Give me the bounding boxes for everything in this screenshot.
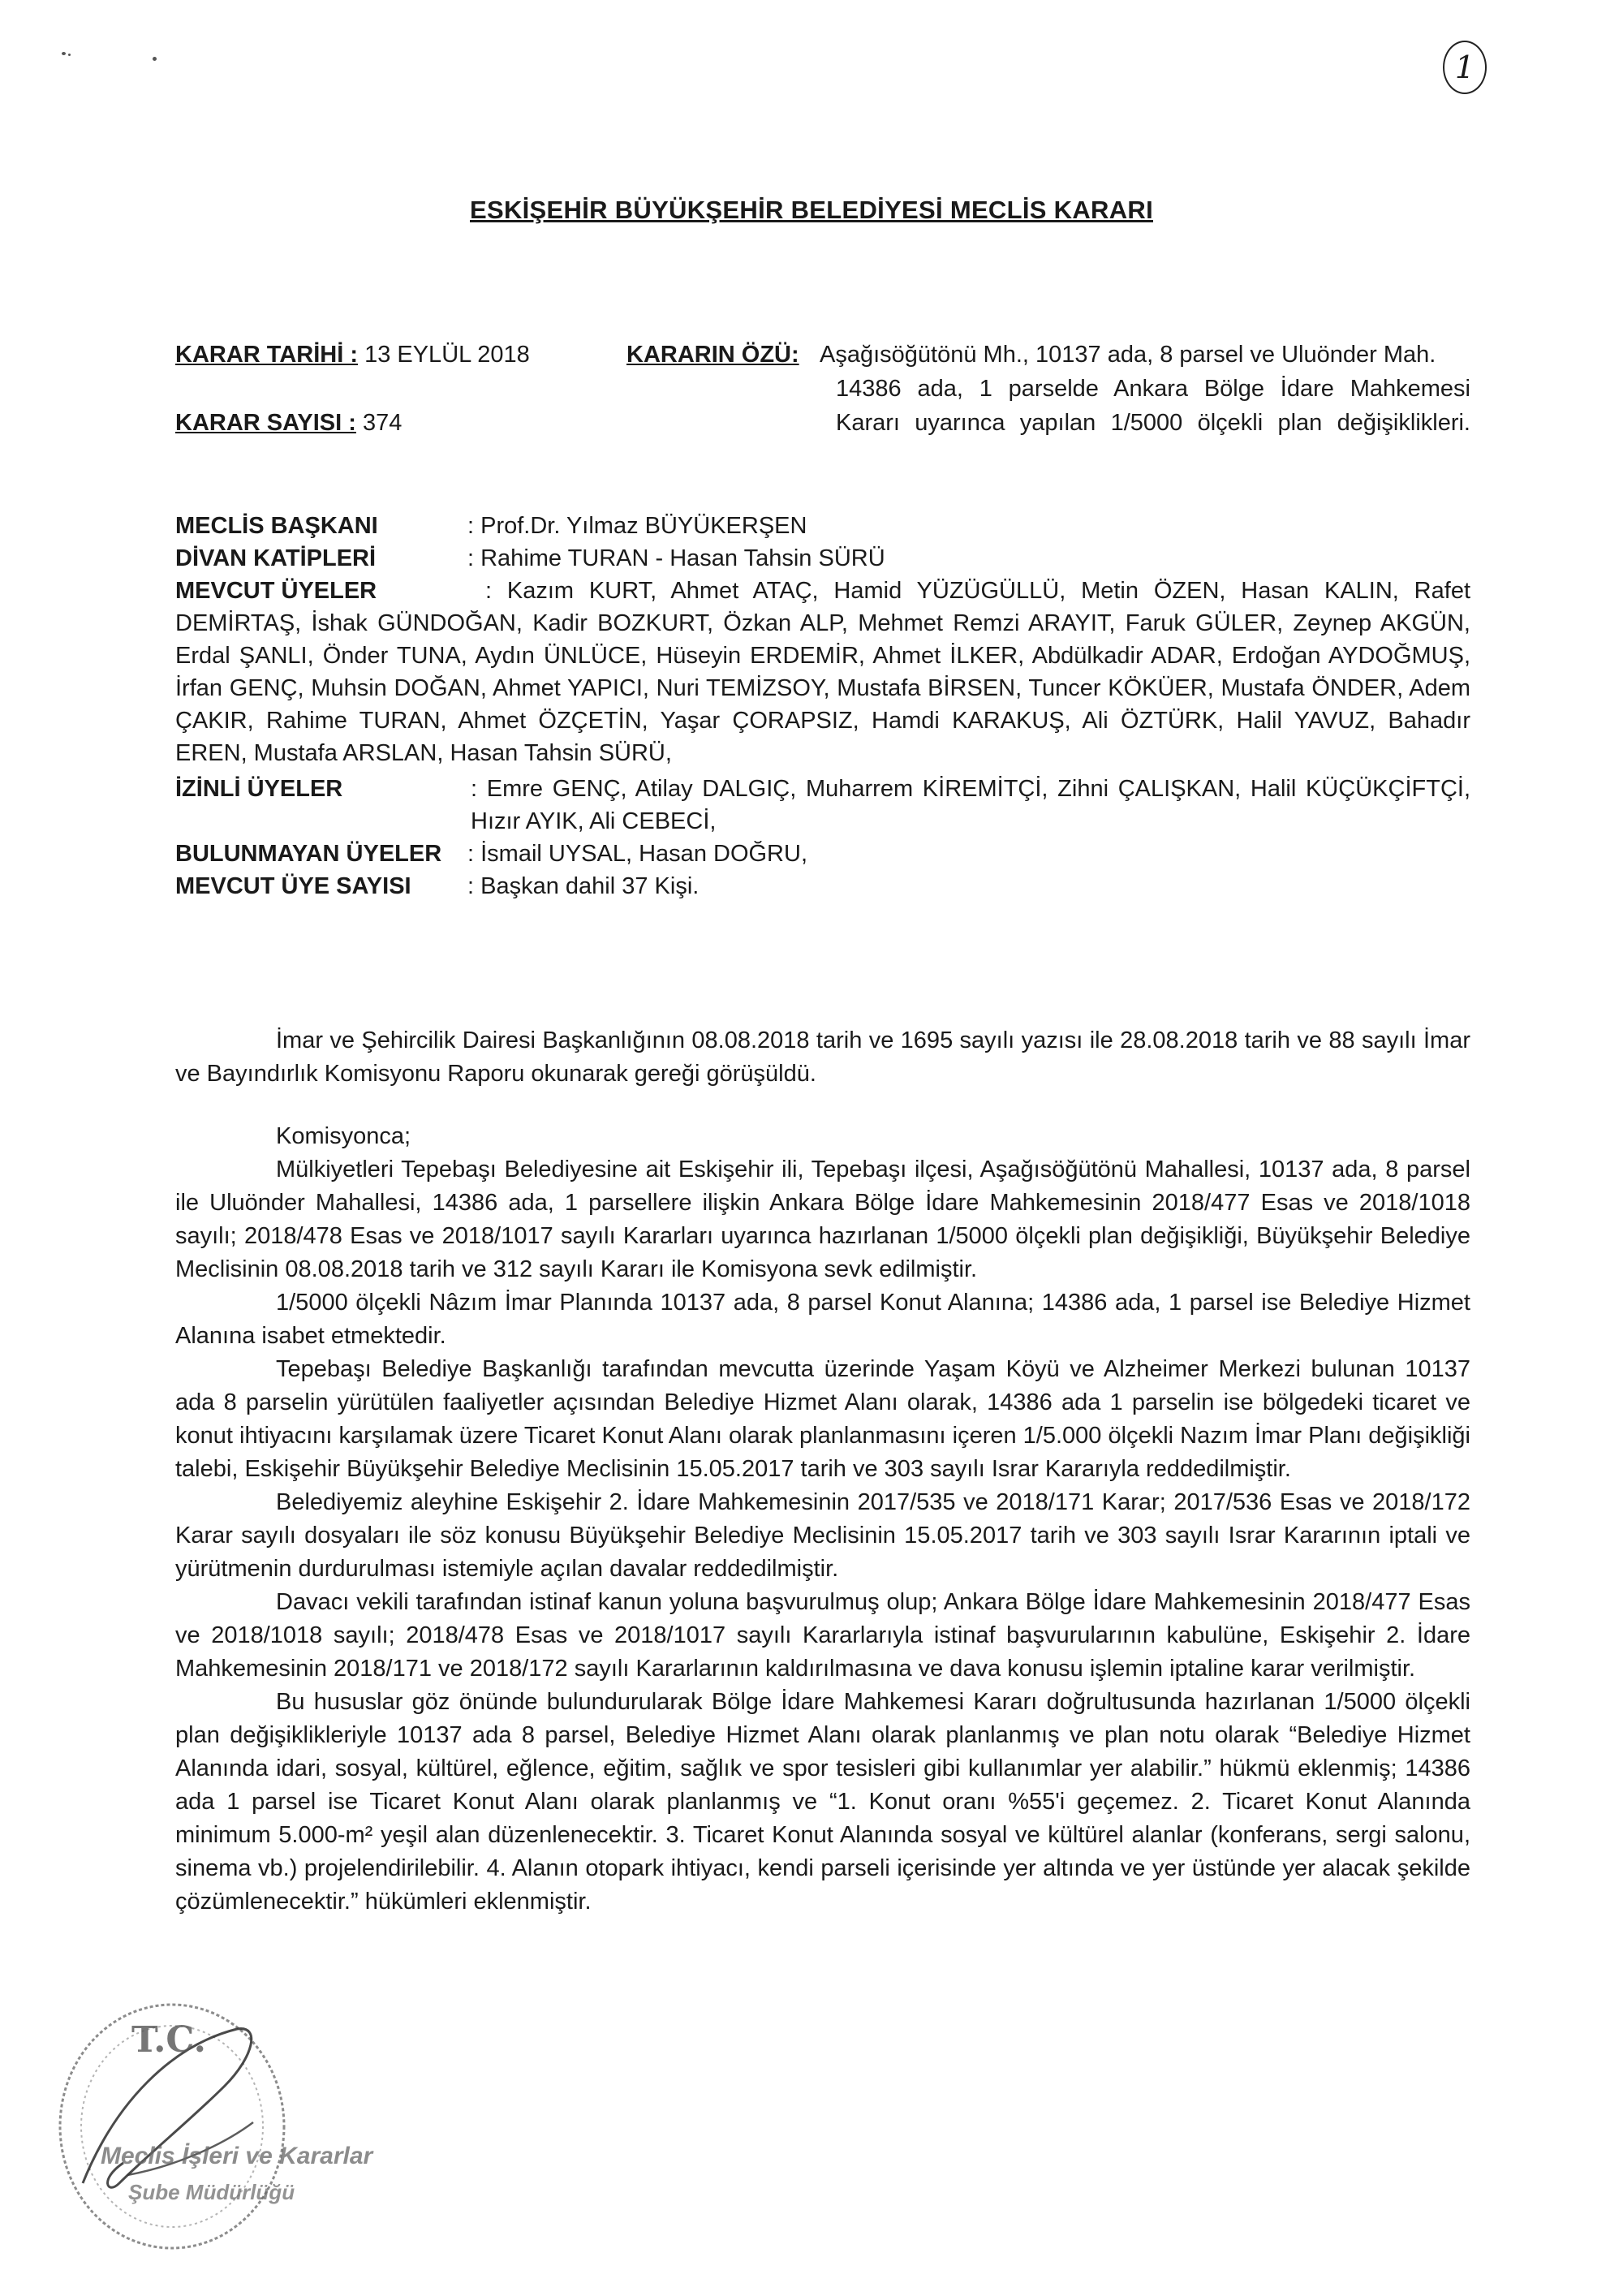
mevcut-uyeler-row: [175, 575, 1470, 607]
intro-paragraph: İmar ve Şehircilik Dairesi Başkanlığının 08.08.2018 tarih ve 1695 sayılı yazısı ile 28.08.2018 tarih ve 88 sayılı İmar ve Bayındırlık Komisyonu Raporu okunarak gereği görüşüldü.: [175, 1027, 1470, 1087]
divan-katipleri-value: : Rahime TURAN - Hasan Tahsin SÜRÜ: [467, 545, 885, 571]
meclis-baskani-value: : Prof.Dr. Yılmaz BÜYÜKERŞEN: [467, 513, 807, 539]
karar-ozu-line-1: Aşağısöğütönü Mh., 10137 ada, 8 parsel ve Uluönder Mah.: [820, 342, 1436, 368]
izinli-uyeler-row: [175, 773, 1470, 838]
izinli-uyeler-value: : Emre GENÇ, Atilay DALGIÇ, Muharrem KİREMİTÇİ, Zihni ÇALIŞKAN, Halil KÜÇÜKÇİFTÇİ, Hızır AYIK, Ali CEBECİ,: [471, 776, 1470, 834]
karar-ozu-label: [626, 338, 799, 372]
official-stamp: [50, 1980, 391, 2272]
body-paragraph: Tepebaşı Belediye Başkanlığı tarafından mevcutta üzerinde Yaşam Köyü ve Alzheimer Merkezi bulunan 10137 ada 8 parselin yürütülen faaliyetler açısından Belediye Hizmet Alanı olarak, 14386 ada 1 parselin ise bölgedeki ticaret ve konut ihtiyacını karşılamak üzere Ticaret Konut Alanı olarak planlanmasını içeren 1/5.000 ölçekli Nazım İmar Planı değişikliği talebi, Eskişehir Büyükşehir Belediye Meclisinin 15.05.2017 tarih ve 303 sayılı Israr Kararıyla reddedilmiştir.: [175, 1356, 1470, 1482]
izinli-uyeler-label: İZİNLİ ÜYELER: [175, 776, 343, 802]
bulunmayan-uyeler-label: BULUNMAYAN ÜYELER: [175, 841, 442, 867]
karar-ozu-line-3: [836, 406, 1470, 440]
decision-body: [175, 1024, 1470, 1919]
karar-ozu-line-2: [836, 372, 1470, 406]
scan-speck: [68, 54, 71, 56]
stamp-line-1: T.C.: [131, 2019, 206, 2061]
scan-speck: [153, 57, 157, 61]
karar-tarihi-label: KARAR TARİHİ :: [175, 342, 358, 368]
meclis-baskani-row: [175, 510, 1470, 542]
mevcut-uyeler-list: DEMİRTAŞ, İshak GÜNDOĞAN, Kadir BOZKURT, Özkan ALP, Mehmet Remzi ARAYIT, Faruk GÜLER, Zeynep AKGÜN, Erdal ŞANLI, Önder TUNA, Aydın ÜNLÜCE, Hüseyin ERDEMİR, Ahmet İLKER, Abdülkadir ADAR, Erdoğan AYDOĞMUŞ, İrfan GENÇ, Muhsin DOĞAN, Ahmet YAPICI, Nuri TEMİZSOY, Mustafa BİRSEN, Tuncer KÖKÜER, Mustafa ÖNDER, Adem ÇAKIR, Rahime TURAN, Ahmet ÖZÇETİN, Yaşar ÇORAPSIZ, Hamdi KARAKUŞ, Ali ÖZTÜRK, Halil YAVUZ, Bahadır EREN, Mustafa ARSLAN, Hasan Tahsin SÜRÜ,: [175, 610, 1470, 766]
karar-tarihi-value: 13 EYLÜL 2018: [364, 342, 530, 368]
stamp-graphic: [50, 1980, 391, 2272]
body-paragraph: 1/5000 ölçekli Nâzım İmar Planında 10137 ada, 8 parsel Konut Alanına; 14386 ada, 1 parsel ise Belediye Hizmet Alanına isabet etmektedir.: [175, 1290, 1470, 1349]
karar-ozu-label-text: KARARIN ÖZÜ:: [626, 342, 799, 368]
karar-sayisi-label: KARAR SAYISI :: [175, 410, 356, 436]
body-paragraph: Davacı vekili tarafından istinaf kanun yoluna başvurulmuş olup; Ankara Bölge İdare Mahkemesinin 2018/477 Esas ve 2018/1018 sayılı; 2018/478 Esas ve 2018/1017 sayılı Kararlarıyla istinaf başvurularının kabulüne, Eskişehir 2. İdare Mahkemesinin 2018/171 ve 2018/172 sayılı Kararlarının kaldırılmasına ve dava konusu işlemin iptaline karar verilmiştir.: [175, 1589, 1470, 1682]
document-title: ESKİŞEHİR BÜYÜKŞEHİR BELEDİYESİ MECLİS KARARI: [470, 196, 1153, 224]
bulunmayan-uyeler-value: : İsmail UYSAL, Hasan DOĞRU,: [467, 841, 807, 867]
body-paragraph: Bu hususlar göz önünde bulundurularak Bölge İdare Mahkemesi Kararı doğrultusunda hazırlanan 1/5000 ölçekli plan değişiklikleriyle 10137 ada 8 parsel, Belediye Hizmet Alanı olarak planlanmış ve plan notu olarak “Belediye Hizmet Alanında idari, sosyal, kültürel, eğlence, eğitim, sağlık ve spor tesisleri gibi kullanımlar yer alabilir.” hükmü eklenmiş; 14386 ada 1 parsel ise Ticaret Konut Alanı olarak planlanmış ve “1. Konut oranı %55'i geçemez. 2. Ticaret Konut Alanında minimum 5.000-m² yeşil alan düzenlenecektir. 3. Ticaret Konut Alanında sosyal ve kültürel alanlar (konferans, sergi salonu, sinema vb.) projelendirilebilir. 4. Alanın otopark ihtiyacı, kendi parseli içerisinde yer altında ve yer üstünde yer alacak şekilde çözümlenecektir.” hükümleri eklenmiştir.: [175, 1689, 1470, 1915]
mevcut-uye-sayisi-label: MEVCUT ÜYE SAYISI: [175, 873, 411, 899]
body-paragraph: Belediyemiz aleyhine Eskişehir 2. İdare Mahkemesinin 2017/535 ve 2018/171 Karar; 2017/536 Esas ve 2018/172 Karar sayılı dosyaları ile söz konusu Büyükşehir Belediye Meclisinin 15.05.2017 tarih ve 303 sayılı Israr Kararının iptali ve yürütmenin durdurulması istemiyle açılan davalar reddedilmiştir.: [175, 1489, 1470, 1582]
members-block: [175, 510, 1470, 902]
divan-katipleri-label: DİVAN KATİPLERİ: [175, 545, 377, 571]
divan-katipleri-row: [175, 542, 1470, 575]
karar-sayisi: [175, 406, 402, 440]
mevcut-uyeler-first-line: [467, 575, 1470, 607]
karar-ozu-line-3-text: Kararı uyarınca yapılan 1/5000 ölçekli plan değişiklikleri.: [836, 410, 1470, 436]
mevcut-uyeler-first-text: : Kazım KURT, Ahmet ATAÇ, Hamid YÜZÜGÜLLÜ, Metin ÖZEN, Hasan KALIN, Rafet: [485, 578, 1470, 604]
mevcut-uye-sayisi-row: [175, 870, 1470, 902]
stamp-line-2: Meclis İşleri ve Kararlar: [101, 2143, 373, 2169]
mevcut-uye-sayisi-value: : Başkan dahil 37 Kişi.: [467, 873, 700, 899]
mevcut-uyeler-label: MEVCUT ÜYELER: [175, 578, 377, 604]
body-paragraph: Mülkiyetleri Tepebaşı Belediyesine ait Eskişehir ili, Tepebaşı ilçesi, Aşağısöğütönü Mahallesi, 10137 ada, 8 parsel ile Uluönder Mahallesi, 14386 ada, 1 parsellere ilişkin Ankara Bölge İdare Mahkemesinin 2018/477 Esas ve 2018/1018 sayılı; 2018/478 Esas ve 2018/1017 sayılı Kararları uyarınca hazırlanan 1/5000 ölçekli plan değişikliği, Büyükşehir Belediye Meclisinin 08.08.2018 tarih ve 312 sayılı Kararı ile Komisyona sevk edilmiştir.: [175, 1157, 1470, 1282]
bulunmayan-uyeler-row: [175, 838, 1470, 870]
karar-ozu-line-2-text: 14386 ada, 1 parselde Ankara Bölge İdare Mahkemesi: [836, 376, 1470, 402]
page-number-circle: 1: [1443, 41, 1487, 94]
scan-speck: [62, 52, 66, 55]
stamp-line-3: Şube Müdürlüğü: [128, 2180, 295, 2204]
komisyonca-heading: Komisyonca;: [276, 1123, 411, 1149]
meclis-baskani-label: MECLİS BAŞKANI: [175, 513, 378, 539]
karar-sayisi-value: 374: [362, 410, 403, 436]
karar-tarihi: [175, 338, 530, 372]
